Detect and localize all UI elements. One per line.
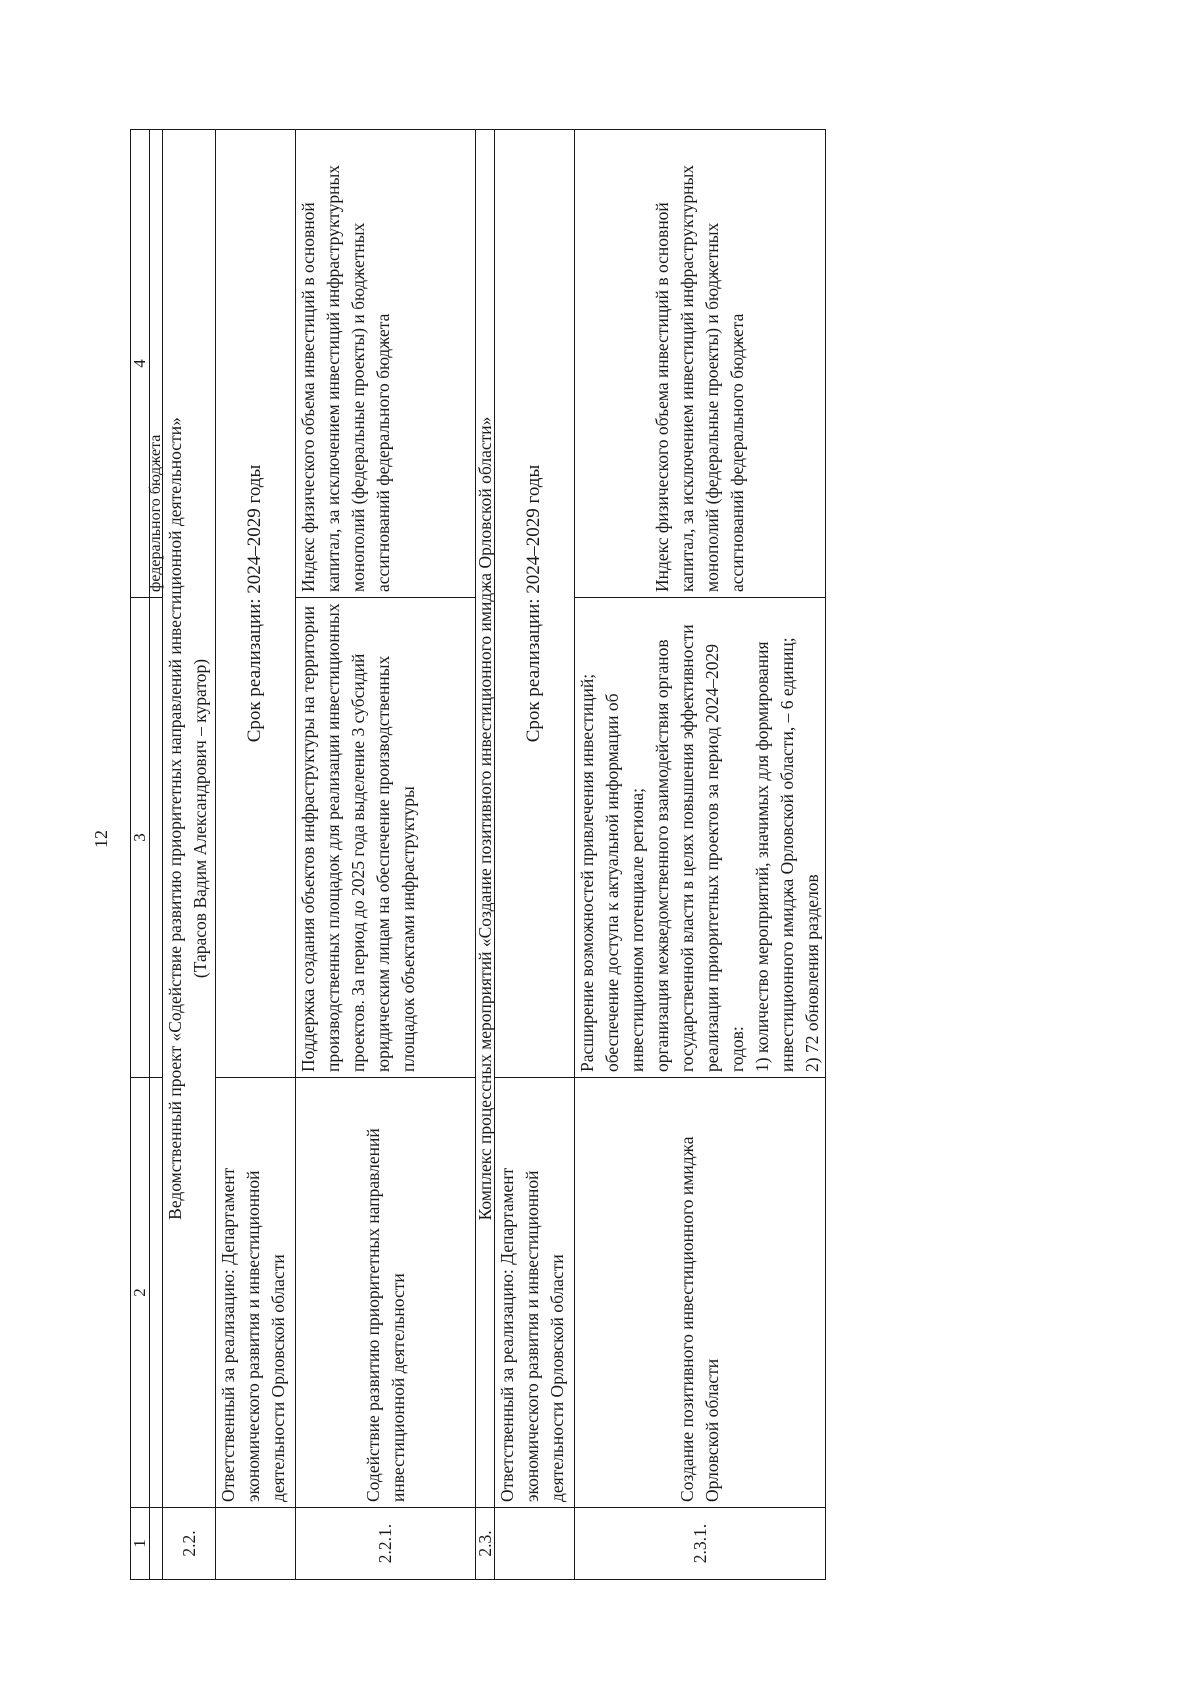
responsible-text: Ответственный за реализацию: Департамент экономического развития и инвестиционной деятельности Орловской области xyxy=(216,1078,296,1508)
indicator-text: Индекс физического объема инвестиций в основной капитал, за исключением инвестиций инфраструктурных монополий (федеральные проекты) и бюджетных ассигнований федерального бюджета xyxy=(575,130,826,598)
column-number: 2 xyxy=(131,1078,150,1508)
column-number: 3 xyxy=(131,598,150,1078)
section-row-2-2 xyxy=(163,130,216,1580)
term-text: Срок реализации: 2024–2029 годы xyxy=(244,464,265,743)
row-number: 2.3. xyxy=(476,1508,495,1580)
measure-description: Поддержка создания объектов инфраструктуры на территории производственных площадок для реализации инвестиционных проектов. За период до 2025 года выделение 3 субсидий юридическим лицам на обеспечение производственных площадок объектами инфраструктуры xyxy=(296,598,476,1078)
complex-title: Комплекс процессных мероприятий «Создание позитивного инвестиционного имиджа Орловской области» xyxy=(476,130,495,1508)
project-curator: (Тарасов Вадим Александрович – куратор) xyxy=(190,658,210,979)
measure-name: Содействие развитию приоритетных направлений инвестиционной деятельности xyxy=(296,1078,476,1508)
table-row-2-3-1 xyxy=(575,130,826,1580)
continuation-row xyxy=(150,130,163,1580)
implementation-term xyxy=(216,130,296,1078)
column-number: 1 xyxy=(131,1508,150,1580)
column-number: 4 xyxy=(131,130,150,598)
row-number: 2.3.1. xyxy=(575,1508,826,1580)
page-number: 12 xyxy=(91,830,111,848)
responsible-row-2-3 xyxy=(495,130,575,1580)
rotated-table-container xyxy=(130,130,820,1580)
table-row-2-2-1 xyxy=(296,130,476,1580)
continued-text: федерального бюджета xyxy=(150,130,163,598)
project-title-line: Ведомственный проект «Содействие развитию приоритетных направлений инвестиционной деятельности» xyxy=(165,417,185,1220)
measure-description: Расширение возможностей привлечения инвестиций; обеспечение доступа к актуальной информации об инвестиционном потенциале региона; организация межведомственного взаимодействия органов государственной власти в целях повышения эффективности реализации приоритетных проектов за период 2024–2029 годов: 1) количество мероприятий, значимых для формирования инвестиционного имиджа Орловской области, – 6 единиц; 2) 72 обновления разделов xyxy=(575,598,826,1078)
responsible-row-2-2 xyxy=(216,130,296,1580)
implementation-term xyxy=(495,130,575,1078)
indicator-text: Индекс физического объема инвестиций в основной капитал, за исключением инвестиций инфраструктурных монополий (федеральные проекты) и бюджетных ассигнований федерального бюджета xyxy=(296,130,476,598)
section-row-2-3 xyxy=(476,130,495,1580)
row-number: 2.2.1. xyxy=(296,1508,476,1580)
term-text: Срок реализации: 2024–2029 годы xyxy=(523,464,544,743)
row-number: 2.2. xyxy=(163,1508,216,1580)
project-title xyxy=(163,130,216,1508)
program-table xyxy=(130,129,826,1580)
measure-name: Создание позитивного инвестиционного имиджа Орловской области xyxy=(575,1078,826,1508)
column-number-row xyxy=(131,130,150,1580)
responsible-text: Ответственный за реализацию: Департамент экономического развития и инвестиционной деятельности Орловской области xyxy=(495,1078,575,1508)
